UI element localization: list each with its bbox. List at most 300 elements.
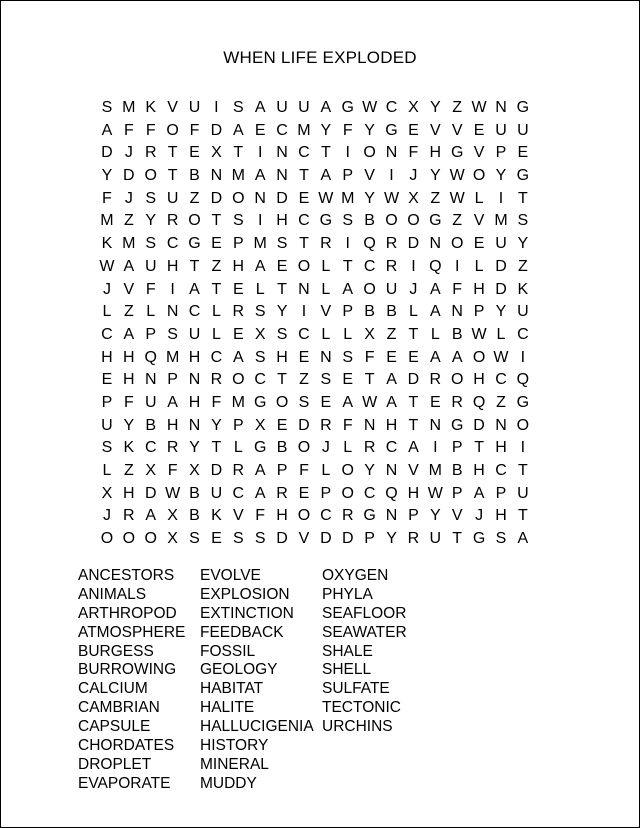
grid-letter: L: [146, 303, 156, 321]
grid-letter: P: [232, 235, 244, 253]
grid-letter: W: [427, 484, 443, 502]
grid-letter: S: [232, 212, 244, 230]
grid-letter: Q: [516, 371, 530, 389]
grid-letter: G: [450, 416, 464, 434]
grid-letter: W: [362, 99, 378, 116]
grid-letter: C: [210, 348, 223, 366]
grid-letter: T: [277, 280, 287, 298]
word-column: [78, 567, 200, 794]
grid-letter: E: [429, 393, 441, 411]
grid-row: [96, 529, 534, 552]
grid-letter: L: [474, 257, 484, 275]
grid-letter: K: [517, 280, 529, 298]
grid-letter: V: [298, 530, 310, 548]
word-list-item: BURGESS: [78, 642, 154, 660]
grid-letter: U: [495, 235, 507, 253]
grid-letter: Y: [495, 167, 507, 185]
grid-letter: N: [188, 416, 201, 434]
grid-letter: A: [254, 484, 266, 502]
grid-letter: E: [473, 121, 485, 139]
grid-letter: M: [231, 167, 245, 185]
grid-letter: U: [495, 121, 507, 139]
grid-letter: I: [214, 99, 219, 116]
grid-letter: S: [342, 348, 354, 366]
grid-letter: W: [318, 189, 334, 207]
grid-letter: N: [254, 189, 266, 207]
word-list-item: URCHINS: [322, 718, 393, 736]
grid-letter: I: [257, 144, 263, 162]
grid-letter: G: [516, 167, 530, 185]
grid-letter: C: [385, 99, 398, 116]
grid-letter: T: [211, 280, 222, 298]
grid-letter: O: [275, 393, 289, 411]
grid-row: [96, 234, 534, 257]
grid-letter: C: [495, 462, 507, 479]
grid-letter: R: [232, 303, 245, 321]
grid-letter: Z: [517, 257, 528, 275]
grid-letter: C: [385, 439, 398, 457]
word-list: [78, 567, 444, 794]
grid-letter: T: [452, 530, 463, 548]
grid-letter: H: [473, 280, 485, 298]
grid-letter: A: [473, 484, 485, 502]
grid-letter: A: [254, 462, 266, 479]
grid-letter: E: [408, 348, 419, 366]
grid-letter: E: [473, 235, 485, 253]
grid-letter: U: [517, 303, 529, 321]
grid-letter: P: [145, 325, 157, 343]
grid-letter: E: [517, 144, 529, 162]
grid-letter: A: [386, 393, 397, 411]
grid-letter: I: [520, 348, 526, 366]
grid-letter: A: [320, 99, 332, 116]
grid-letter: R: [320, 235, 332, 253]
grid-letter: S: [145, 235, 157, 253]
grid-letter: H: [473, 371, 485, 389]
grid-letter: O: [232, 371, 245, 389]
grid-letter: U: [188, 99, 201, 116]
grid-letter: Y: [123, 416, 135, 434]
grid-letter: G: [319, 212, 333, 230]
grid-letter: T: [342, 257, 353, 275]
letter-grid: [96, 98, 534, 552]
grid-letter: A: [320, 167, 332, 185]
grid-letter: N: [385, 144, 398, 162]
grid-letter: F: [342, 416, 353, 434]
grid-letter: Y: [189, 439, 200, 457]
grid-letter: M: [122, 235, 136, 253]
grid-letter: W: [493, 348, 509, 366]
word-list-item: HALLUCIGENIA: [200, 718, 314, 736]
grid-row: [96, 393, 534, 416]
grid-letter: F: [123, 121, 134, 139]
grid-letter: G: [363, 507, 376, 525]
grid-letter: L: [343, 325, 353, 343]
grid-letter: Q: [385, 484, 398, 502]
grid-letter: H: [166, 416, 179, 434]
word-list-item: CHORDATES: [78, 737, 175, 755]
word-list-item: SEAFLOOR: [322, 604, 407, 622]
grid-letter: Y: [429, 99, 441, 116]
grid-letter: P: [451, 484, 463, 502]
grid-letter: T: [474, 439, 484, 457]
grid-letter: F: [299, 462, 309, 479]
grid-letter: O: [407, 212, 420, 230]
grid-letter: D: [276, 189, 288, 207]
grid-letter: T: [408, 416, 419, 434]
grid-letter: N: [451, 303, 463, 321]
grid-letter: D: [276, 530, 288, 548]
grid-letter: M: [341, 189, 355, 207]
grid-letter: O: [450, 371, 464, 389]
grid-letter: O: [144, 167, 157, 185]
grid-letter: I: [257, 212, 263, 230]
grid-letter: I: [389, 167, 394, 185]
grid-letter: O: [341, 462, 354, 479]
grid-letter: J: [124, 144, 133, 162]
grid-letter: N: [276, 144, 288, 162]
grid-row: [96, 325, 534, 348]
grid-letter: G: [516, 99, 530, 116]
grid-letter: N: [298, 280, 310, 298]
grid-row: [96, 189, 534, 212]
grid-letter: L: [321, 325, 331, 343]
grid-letter: E: [342, 371, 354, 389]
grid-letter: B: [451, 462, 463, 479]
grid-letter: R: [276, 484, 288, 502]
grid-letter: D: [341, 530, 354, 548]
grid-letter: S: [232, 530, 244, 548]
grid-letter: L: [211, 303, 221, 321]
grid-letter: C: [298, 325, 310, 343]
grid-letter: N: [363, 416, 376, 434]
grid-letter: H: [495, 439, 507, 457]
grid-letter: F: [211, 393, 222, 411]
grid-letter: O: [516, 416, 530, 434]
grid-letter: F: [342, 121, 353, 139]
grid-letter: W: [471, 325, 487, 343]
grid-letter: N: [320, 348, 332, 366]
grid-letter: D: [210, 121, 223, 139]
grid-letter: U: [101, 416, 113, 434]
grid-letter: D: [407, 235, 420, 253]
grid-row: [96, 121, 534, 144]
grid-letter: H: [123, 371, 135, 389]
grid-letter: O: [297, 439, 311, 457]
grid-letter: O: [166, 121, 179, 139]
grid-letter: V: [123, 280, 135, 298]
grid-letter: T: [364, 371, 375, 389]
grid-letter: U: [429, 530, 442, 548]
grid-letter: J: [409, 167, 418, 185]
grid-letter: H: [123, 484, 135, 502]
grid-letter: T: [233, 144, 244, 162]
grid-letter: M: [297, 121, 311, 139]
grid-letter: I: [520, 439, 526, 457]
grid-letter: D: [210, 462, 223, 479]
grid-letter: P: [167, 371, 178, 389]
grid-letter: N: [429, 235, 442, 253]
grid-letter: Z: [430, 189, 441, 207]
word-list-item: ATMOSPHERE: [78, 623, 186, 641]
grid-letter: G: [385, 121, 398, 139]
grid-letter: Y: [211, 416, 222, 434]
grid-letter: T: [167, 144, 178, 162]
grid-letter: L: [211, 325, 221, 343]
grid-letter: L: [430, 325, 440, 343]
grid-letter: Y: [429, 167, 441, 185]
grid-letter: E: [408, 121, 419, 139]
grid-letter: A: [429, 348, 441, 366]
grid-letter: S: [254, 303, 266, 321]
grid-row: [96, 257, 534, 280]
grid-letter: Y: [320, 121, 332, 139]
grid-letter: Q: [363, 235, 376, 253]
grid-letter: I: [170, 280, 175, 298]
word-list-item: ANCESTORS: [78, 567, 175, 584]
word-list-item: HABITAT: [200, 680, 264, 698]
grid-letter: J: [102, 280, 111, 298]
grid-letter: T: [167, 167, 178, 185]
grid-letter: T: [299, 235, 309, 253]
grid-letter: L: [321, 280, 331, 298]
grid-letter: O: [341, 484, 354, 502]
grid-letter: R: [429, 371, 442, 389]
grid-letter: A: [342, 393, 354, 411]
grid-letter: S: [189, 530, 200, 548]
grid-letter: V: [473, 212, 485, 230]
grid-row: [96, 143, 534, 166]
grid-letter: C: [276, 121, 288, 139]
grid-row: [96, 461, 534, 484]
grid-letter: O: [232, 189, 245, 207]
grid-letter: C: [166, 235, 179, 253]
word-column: [200, 567, 322, 794]
grid-letter: G: [253, 439, 267, 457]
grid-letter: U: [166, 189, 179, 207]
grid-letter: B: [189, 507, 200, 525]
grid-letter: U: [385, 280, 398, 298]
grid-letter: Y: [276, 303, 288, 321]
grid-letter: I: [411, 257, 416, 275]
grid-letter: X: [364, 325, 375, 343]
grid-letter: G: [450, 144, 464, 162]
word-column: [322, 567, 444, 794]
grid-letter: H: [188, 393, 201, 411]
grid-letter: Z: [452, 212, 463, 230]
grid-letter: J: [409, 280, 418, 298]
grid-letter: D: [298, 416, 310, 434]
grid-letter: H: [101, 348, 113, 366]
grid-letter: F: [123, 393, 134, 411]
grid-letter: R: [210, 371, 223, 389]
grid-letter: G: [472, 530, 486, 548]
grid-letter: E: [386, 348, 397, 366]
grid-row: [96, 370, 534, 393]
grid-letter: A: [189, 280, 200, 298]
grid-letter: K: [123, 439, 135, 457]
grid-letter: O: [122, 530, 136, 548]
grid-letter: D: [495, 280, 507, 298]
grid-letter: V: [451, 121, 463, 139]
grid-letter: T: [408, 325, 419, 343]
word-list-item: CAPSULE: [78, 718, 151, 736]
grid-letter: Z: [496, 393, 506, 411]
grid-letter: P: [473, 303, 485, 321]
word-list-item: BURROWING: [78, 661, 177, 679]
grid-letter: H: [276, 348, 288, 366]
grid-letter: Y: [101, 167, 113, 185]
grid-letter: E: [189, 144, 200, 162]
grid-row: [96, 506, 534, 529]
grid-letter: J: [321, 439, 330, 457]
grid-row: [96, 438, 534, 461]
grid-letter: E: [232, 280, 244, 298]
word-list-item: MINERAL: [200, 755, 269, 773]
grid-letter: P: [408, 507, 419, 525]
grid-letter: R: [232, 462, 245, 479]
grid-letter: I: [345, 144, 350, 162]
grid-letter: E: [298, 189, 310, 207]
grid-letter: T: [299, 167, 309, 185]
grid-letter: P: [232, 416, 244, 434]
grid-letter: C: [188, 303, 201, 321]
grid-letter: E: [211, 235, 222, 253]
grid-letter: T: [517, 507, 528, 525]
word-list-item: OXYGEN: [322, 567, 389, 584]
grid-letter: U: [144, 393, 157, 411]
grid-letter: E: [276, 257, 288, 275]
grid-letter: I: [454, 257, 460, 275]
grid-letter: L: [474, 189, 484, 207]
grid-letter: W: [449, 189, 465, 207]
grid-letter: W: [383, 189, 400, 207]
grid-letter: R: [166, 439, 179, 457]
grid-letter: U: [144, 257, 157, 275]
grid-letter: H: [495, 507, 507, 525]
grid-letter: A: [167, 393, 178, 411]
grid-letter: V: [167, 99, 178, 116]
grid-letter: R: [166, 212, 179, 230]
grid-letter: L: [233, 439, 243, 457]
grid-letter: X: [167, 530, 178, 548]
grid-letter: P: [342, 167, 354, 185]
grid-letter: L: [343, 439, 353, 457]
grid-letter: X: [254, 325, 266, 343]
grid-letter: H: [385, 416, 398, 434]
grid-letter: T: [408, 393, 419, 411]
grid-letter: Z: [452, 99, 463, 116]
grid-letter: V: [232, 507, 244, 525]
grid-row: [96, 166, 534, 189]
grid-letter: L: [102, 462, 112, 479]
grid-letter: N: [385, 507, 398, 525]
grid-letter: F: [255, 507, 266, 525]
grid-letter: F: [364, 348, 375, 366]
grid-letter: S: [342, 212, 354, 230]
grid-letter: O: [144, 530, 157, 548]
grid-letter: D: [473, 416, 485, 434]
grid-letter: S: [495, 530, 507, 548]
grid-letter: C: [101, 325, 113, 343]
word-list-item: SHELL: [322, 661, 372, 679]
grid-letter: Y: [429, 507, 441, 525]
word-list-item: FOSSIL: [200, 642, 256, 660]
word-list-item: SHALE: [322, 642, 373, 660]
grid-letter: M: [100, 212, 114, 230]
grid-letter: A: [123, 257, 135, 275]
grid-letter: A: [101, 121, 113, 139]
grid-letter: V: [364, 167, 375, 185]
grid-letter: H: [232, 257, 245, 275]
grid-letter: E: [320, 393, 332, 411]
grid-letter: A: [232, 348, 244, 366]
grid-letter: X: [189, 462, 200, 479]
grid-letter: G: [341, 99, 354, 116]
grid-letter: S: [276, 235, 288, 253]
grid-letter: V: [473, 144, 485, 162]
grid-letter: H: [276, 212, 288, 230]
grid-row: [96, 211, 534, 234]
grid-letter: V: [429, 121, 441, 139]
grid-letter: Q: [144, 348, 157, 366]
grid-letter: D: [123, 167, 135, 185]
grid-letter: J: [124, 189, 133, 207]
grid-letter: E: [254, 121, 266, 139]
grid-letter: I: [345, 235, 350, 253]
grid-letter: E: [276, 416, 288, 434]
word-list-item: DROPLET: [78, 755, 152, 773]
grid-letter: S: [517, 212, 529, 230]
grid-letter: R: [407, 530, 420, 548]
grid-letter: Y: [386, 530, 397, 548]
grid-letter: O: [363, 280, 376, 298]
grid-letter: Y: [517, 235, 529, 253]
grid-letter: Y: [145, 212, 157, 230]
grid-letter: E: [232, 325, 244, 343]
grid-letter: H: [188, 348, 201, 366]
grid-row: [96, 484, 534, 507]
grid-letter: K: [101, 235, 113, 253]
grid-letter: O: [297, 257, 311, 275]
grid-letter: N: [210, 167, 223, 185]
grid-letter: F: [102, 189, 112, 207]
grid-letter: Z: [123, 303, 134, 321]
grid-letter: U: [210, 484, 223, 502]
grid-letter: L: [408, 303, 418, 321]
grid-letter: E: [101, 371, 113, 389]
grid-letter: P: [276, 462, 288, 479]
grid-letter: L: [321, 462, 331, 479]
grid-letter: I: [498, 189, 504, 207]
grid-letter: A: [232, 121, 244, 139]
grid-letter: C: [254, 371, 266, 389]
grid-letter: Z: [123, 462, 134, 479]
grid-letter: D: [210, 189, 223, 207]
grid-letter: F: [408, 144, 419, 162]
grid-letter: S: [145, 189, 157, 207]
grid-letter: S: [320, 371, 332, 389]
grid-letter: A: [123, 325, 135, 343]
grid-letter: N: [276, 167, 288, 185]
word-list-item: EXTINCTION: [200, 604, 294, 622]
grid-letter: X: [408, 99, 419, 116]
grid-row: [96, 348, 534, 371]
word-list-item: EVOLVE: [200, 567, 261, 584]
grid-letter: O: [100, 530, 114, 548]
grid-letter: D: [495, 257, 507, 275]
word-list-item: EVAPORATE: [78, 774, 171, 792]
